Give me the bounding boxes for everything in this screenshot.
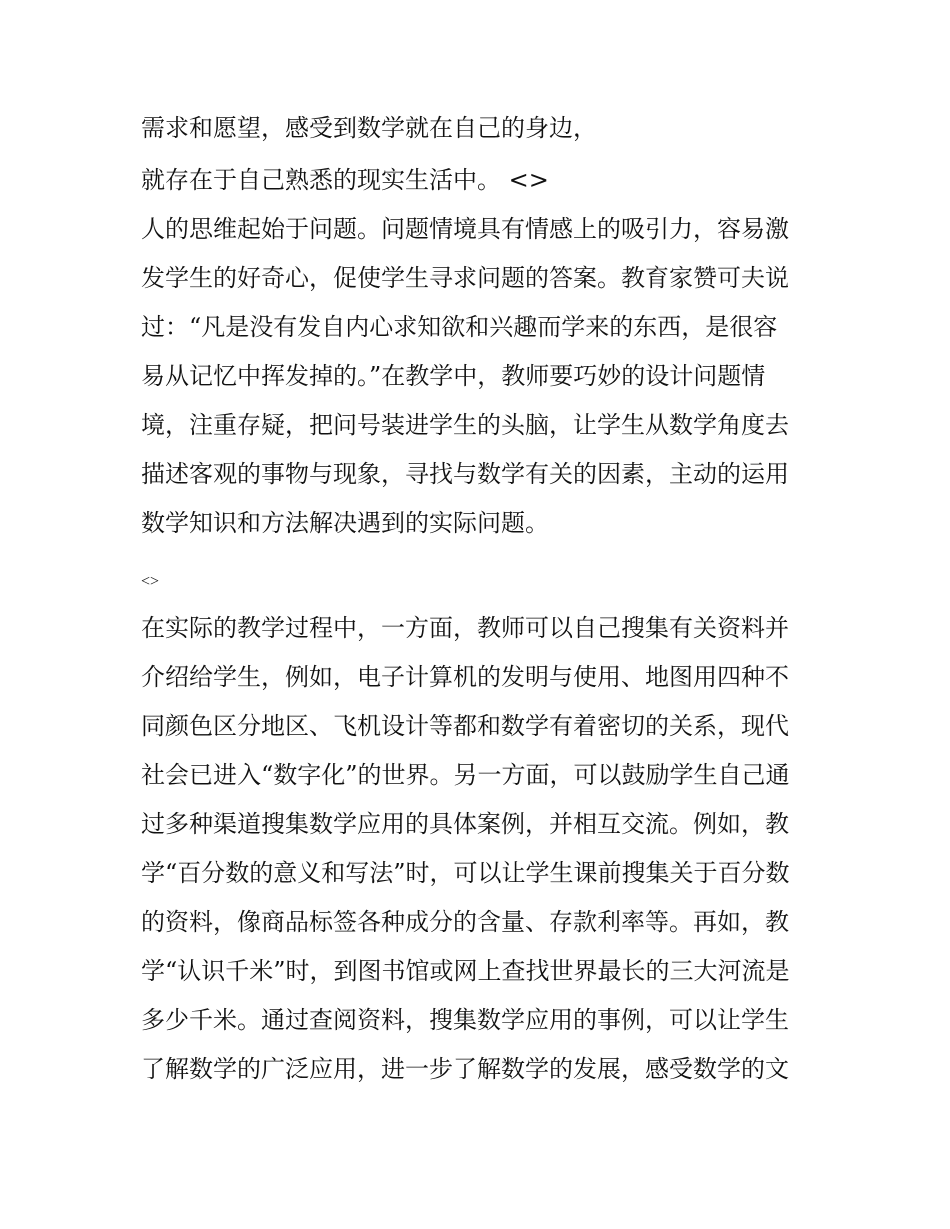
text-line: 需求和愿望，感受到数学就在自己的身边， xyxy=(141,114,597,142)
text-line: 过多种渠道搜集数学应用的具体案例，并相互交流。例如，教 xyxy=(141,810,789,838)
text-line: 易从记忆中挥发掉的。”在教学中，教师要巧妙的设计问题情 xyxy=(141,362,766,390)
section-marker: <> xyxy=(141,573,160,590)
text-line: 在实际的教学过程中，一方面，教师可以自己搜集有关资料并 xyxy=(141,614,789,642)
text-line: 学“认识千米”时，到图书馆或网上查找世界最长的三大河流是 xyxy=(141,957,790,985)
text-line: 描述客观的事物与现象，寻找与数学有关的因素，主动的运用 xyxy=(141,460,789,488)
text-line: 过：“凡是没有发自内心求知欲和兴趣而学来的东西，是很容 xyxy=(141,313,778,341)
text-line: 人的思维起始于问题。问题情境具有情感上的吸引力，容易激 xyxy=(141,215,789,243)
text-line: 多少千米。通过查阅资料，搜集数学应用的事例，可以让学生 xyxy=(141,1006,789,1034)
text-line: 就存在于自己熟悉的现实生活中。 <> xyxy=(141,166,549,194)
text-line: 发学生的好奇心，促使学生寻求问题的答案。教育家赞可夫说 xyxy=(141,264,789,292)
text-line: 境，注重存疑，把问号装进学生的头脑，让学生从数学角度去 xyxy=(141,411,789,439)
text-line: 的资料，像商品标签各种成分的含量、存款利率等。再如，教 xyxy=(141,908,789,936)
text-line: 同颜色区分地区、飞机设计等都和数学有着密切的关系，现代 xyxy=(141,712,789,740)
text-line: 介绍给学生，例如，电子计算机的发明与使用、地图用四种不 xyxy=(141,663,789,691)
text-line: 了解数学的广泛应用，进一步了解数学的发展，感受数学的文 xyxy=(141,1055,789,1083)
text-line: 社会已进入“数字化”的世界。另一方面，可以鼓励学生自己通 xyxy=(141,761,790,789)
text-line: 学“百分数的意义和写法”时，可以让学生课前搜集关于百分数 xyxy=(141,859,790,887)
text-line: 数学知识和方法解决遇到的实际问题。 xyxy=(141,509,549,537)
